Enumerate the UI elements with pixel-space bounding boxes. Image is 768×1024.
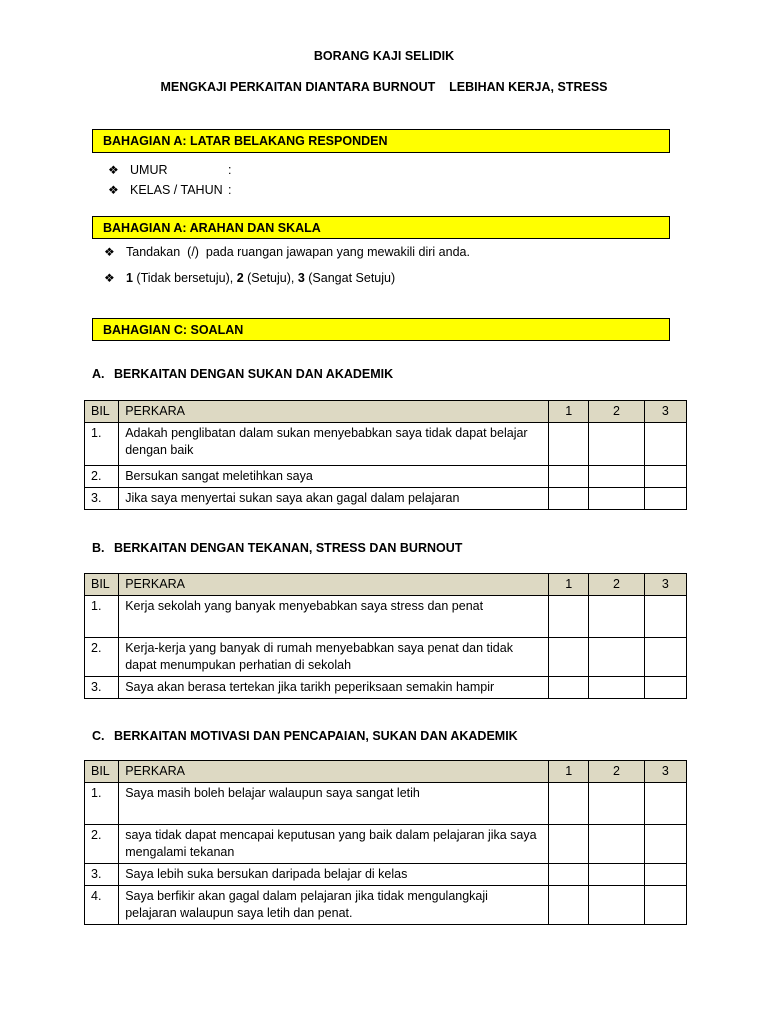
row-bil: 3. xyxy=(85,864,119,886)
header-bil: BIL xyxy=(85,574,119,596)
answer-cell-2[interactable] xyxy=(589,638,644,677)
answer-cell-1[interactable] xyxy=(549,488,589,510)
answer-cell-2[interactable] xyxy=(589,864,644,886)
group-a-table xyxy=(84,400,687,510)
answer-cell-1[interactable] xyxy=(549,423,589,466)
answer-cell-1[interactable] xyxy=(549,783,589,825)
group-a-heading: A. BERKAITAN DENGAN SUKAN DAN AKADEMIK xyxy=(92,367,394,381)
table-row xyxy=(85,783,687,825)
header-scale-1: 1 xyxy=(549,761,589,783)
form-title: BORANG KAJI SELIDIK xyxy=(313,49,455,63)
header-scale-1: 1 xyxy=(549,574,589,596)
answer-cell-1[interactable] xyxy=(549,638,589,677)
answer-cell-3[interactable] xyxy=(644,783,686,825)
answer-cell-3[interactable] xyxy=(644,825,686,864)
row-bil: 1. xyxy=(85,423,119,466)
row-bil: 2. xyxy=(85,825,119,864)
header-scale-2: 2 xyxy=(589,761,644,783)
answer-cell-2[interactable] xyxy=(589,466,644,488)
answer-cell-2[interactable] xyxy=(589,825,644,864)
row-perkara: Kerja-kerja yang banyak di rumah menyebabkan saya penat dan tidak dapat menumpukan perhatian di sekolah xyxy=(119,638,549,677)
row-perkara: Kerja sekolah yang banyak menyebabkan saya stress dan penat xyxy=(119,596,549,638)
table-row xyxy=(85,596,687,638)
scale-line xyxy=(104,271,395,285)
header-scale-1: 1 xyxy=(549,401,589,423)
answer-cell-2[interactable] xyxy=(589,677,644,699)
diamond-bullet-icon: ❖ xyxy=(104,245,115,259)
row-bil: 3. xyxy=(85,677,119,699)
instruction-line xyxy=(104,245,470,259)
header-scale-2: 2 xyxy=(589,401,644,423)
answer-cell-2[interactable] xyxy=(589,783,644,825)
table-row xyxy=(85,677,687,699)
answer-cell-3[interactable] xyxy=(644,488,686,510)
table-row xyxy=(85,886,687,925)
answer-cell-1[interactable] xyxy=(549,596,589,638)
header-scale-2: 2 xyxy=(589,574,644,596)
header-scale-3: 3 xyxy=(644,761,686,783)
section-a-label: BAHAGIAN A: LATAR BELAKANG RESPONDEN xyxy=(103,134,388,148)
row-perkara: Adakah penglibatan dalam sukan menyebabkan saya tidak dapat belajar dengan baik xyxy=(119,423,549,466)
diamond-bullet-icon: ❖ xyxy=(108,163,119,177)
field-kelas-label: KELAS / TAHUN xyxy=(130,183,223,197)
header-perkara: PERKARA xyxy=(119,401,549,423)
answer-cell-3[interactable] xyxy=(644,466,686,488)
answer-cell-3[interactable] xyxy=(644,886,686,925)
table-row xyxy=(85,864,687,886)
field-umur xyxy=(108,163,231,177)
row-perkara: Saya berfikir akan gagal dalam pelajaran jika tidak mengulangkaji pelajaran walaupun saya letih dan penat. xyxy=(119,886,549,925)
header-perkara: PERKARA xyxy=(119,761,549,783)
table-row xyxy=(85,638,687,677)
answer-cell-2[interactable] xyxy=(589,886,644,925)
row-bil: 3. xyxy=(85,488,119,510)
diamond-bullet-icon: ❖ xyxy=(104,271,115,285)
section-c-bar xyxy=(92,318,670,341)
answer-cell-3[interactable] xyxy=(644,677,686,699)
answer-cell-1[interactable] xyxy=(549,864,589,886)
field-kelas xyxy=(108,183,231,197)
section-b-label: BAHAGIAN A: ARAHAN DAN SKALA xyxy=(103,220,321,235)
diamond-bullet-icon: ❖ xyxy=(108,183,119,197)
answer-cell-2[interactable] xyxy=(589,488,644,510)
group-c-table xyxy=(84,760,687,925)
header-bil: BIL xyxy=(85,761,119,783)
answer-cell-1[interactable] xyxy=(549,677,589,699)
row-perkara: saya tidak dapat mencapai keputusan yang baik dalam pelajaran jika saya mengalami tekanan xyxy=(119,825,549,864)
row-perkara: Saya masih boleh belajar walaupun saya sangat letih xyxy=(119,783,549,825)
group-b-table xyxy=(84,573,687,699)
table-header-row xyxy=(85,401,687,423)
table-header-row xyxy=(85,574,687,596)
row-bil: 2. xyxy=(85,638,119,677)
table-row xyxy=(85,488,687,510)
table-row xyxy=(85,466,687,488)
row-perkara: Saya lebih suka bersukan daripada belajar di kelas xyxy=(119,864,549,886)
answer-cell-2[interactable] xyxy=(589,423,644,466)
answer-cell-1[interactable] xyxy=(549,466,589,488)
row-bil: 1. xyxy=(85,596,119,638)
table-row xyxy=(85,423,687,466)
group-b-heading: B. BERKAITAN DENGAN TEKANAN, STRESS DAN BURNOUT xyxy=(92,541,463,555)
row-perkara: Jika saya menyertai sukan saya akan gagal dalam pelajaran xyxy=(119,488,549,510)
row-bil: 1. xyxy=(85,783,119,825)
answer-cell-1[interactable] xyxy=(549,886,589,925)
field-kelas-colon: : xyxy=(228,183,232,197)
table-header-row xyxy=(85,761,687,783)
answer-cell-3[interactable] xyxy=(644,638,686,677)
header-perkara: PERKARA xyxy=(119,574,549,596)
answer-cell-3[interactable] xyxy=(644,596,686,638)
answer-cell-2[interactable] xyxy=(589,596,644,638)
section-a-bar xyxy=(92,129,670,153)
row-perkara: Bersukan sangat meletihkan saya xyxy=(119,466,549,488)
header-bil: BIL xyxy=(85,401,119,423)
table-row xyxy=(85,825,687,864)
section-c-label: BAHAGIAN C: SOALAN xyxy=(103,322,244,337)
header-scale-3: 3 xyxy=(644,574,686,596)
scale-text: 1 (Tidak bersetuju), 2 (Setuju), 3 (Sangat Setuju) xyxy=(126,271,396,285)
instruction-text: Tandakan (/) pada ruangan jawapan yang mewakili diri anda. xyxy=(126,245,470,259)
header-scale-3: 3 xyxy=(644,401,686,423)
answer-cell-3[interactable] xyxy=(644,423,686,466)
row-perkara: Saya akan berasa tertekan jika tarikh peperiksaan semakin hampir xyxy=(119,677,549,699)
row-bil: 4. xyxy=(85,886,119,925)
group-c-heading: C. BERKAITAN MOTIVASI DAN PENCAPAIAN, SUKAN DAN AKADEMIK xyxy=(92,729,518,743)
field-umur-colon: : xyxy=(228,163,232,177)
form-subtitle: MENGKAJI PERKAITAN DIANTARA BURNOUT LEBIHAN KERJA, STRESS xyxy=(160,80,608,94)
answer-cell-3[interactable] xyxy=(644,864,686,886)
row-bil: 2. xyxy=(85,466,119,488)
answer-cell-1[interactable] xyxy=(549,825,589,864)
section-b-bar xyxy=(92,216,670,239)
field-umur-label: UMUR xyxy=(130,163,168,177)
